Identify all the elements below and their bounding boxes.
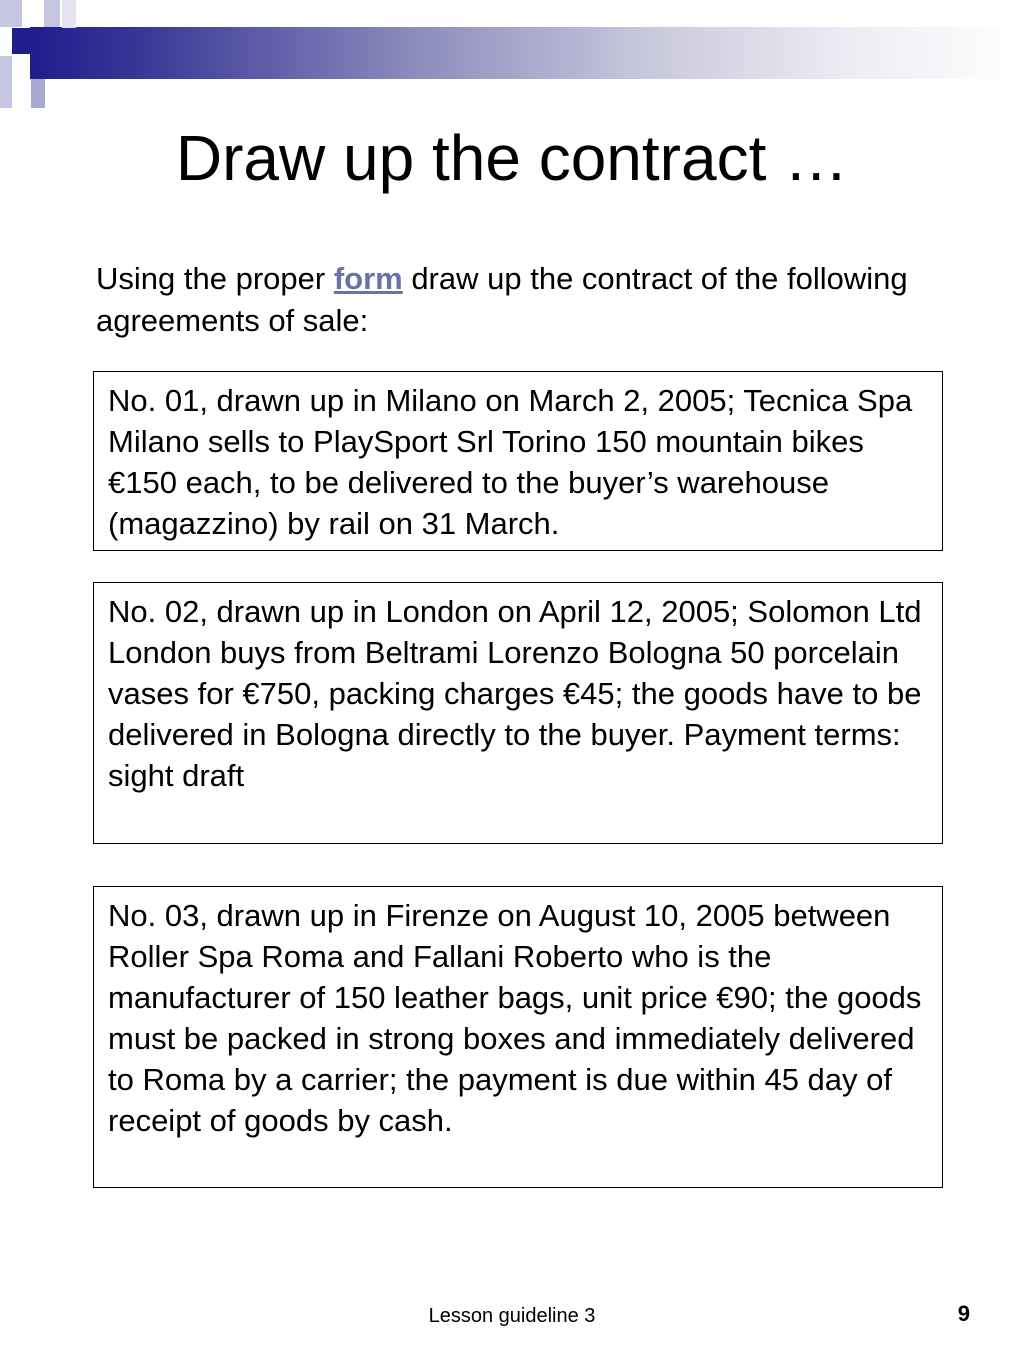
agreement-box-3: No. 03, drawn up in Firenze on August 10, 2005 between Roller Spa Roma and Fallani Roberto who is the manufacturer of 150 leather bags, unit price €90; the goods must be packed in strong boxes and immediately delivered to Roma by a carrier; the payment is due within 45 day of receipt of goods by cash. xyxy=(93,886,943,1188)
decor-square xyxy=(12,28,31,54)
form-link[interactable]: form xyxy=(333,261,403,296)
intro-text-start: Using the proper xyxy=(96,261,334,296)
intro-text-end: draw up the contract of the following agreements of sale: xyxy=(96,261,908,338)
agreement-box-1: No. 01, drawn up in Milano on March 2, 2005; Tecnica Spa Milano sells to PlaySport Srl Torino 150 mountain bikes €150 each, to be delivered to the buyer’s warehouse (magazzino) by rail on 31 March. xyxy=(93,371,943,551)
decor-square xyxy=(0,56,12,108)
page-number: 9 xyxy=(957,1301,970,1326)
decor-square xyxy=(0,0,22,27)
footer-text: Lesson guideline 3 xyxy=(428,1305,596,1327)
decor-square xyxy=(44,0,60,27)
agreement-box-2: No. 02, drawn up in London on April 12, 2005; Solomon Ltd London buys from Beltrami Lorenzo Bologna 50 porcelain vases for €750, packing charges €45; the goods have to be delivered in Bologna directly to the buyer. Payment terms: sight draft xyxy=(93,582,943,844)
intro-paragraph xyxy=(96,258,916,342)
decor-square xyxy=(31,79,45,108)
header-gradient-bar xyxy=(30,27,1024,79)
slide-title: Draw up the contract … xyxy=(175,122,849,194)
decor-square xyxy=(62,0,76,28)
